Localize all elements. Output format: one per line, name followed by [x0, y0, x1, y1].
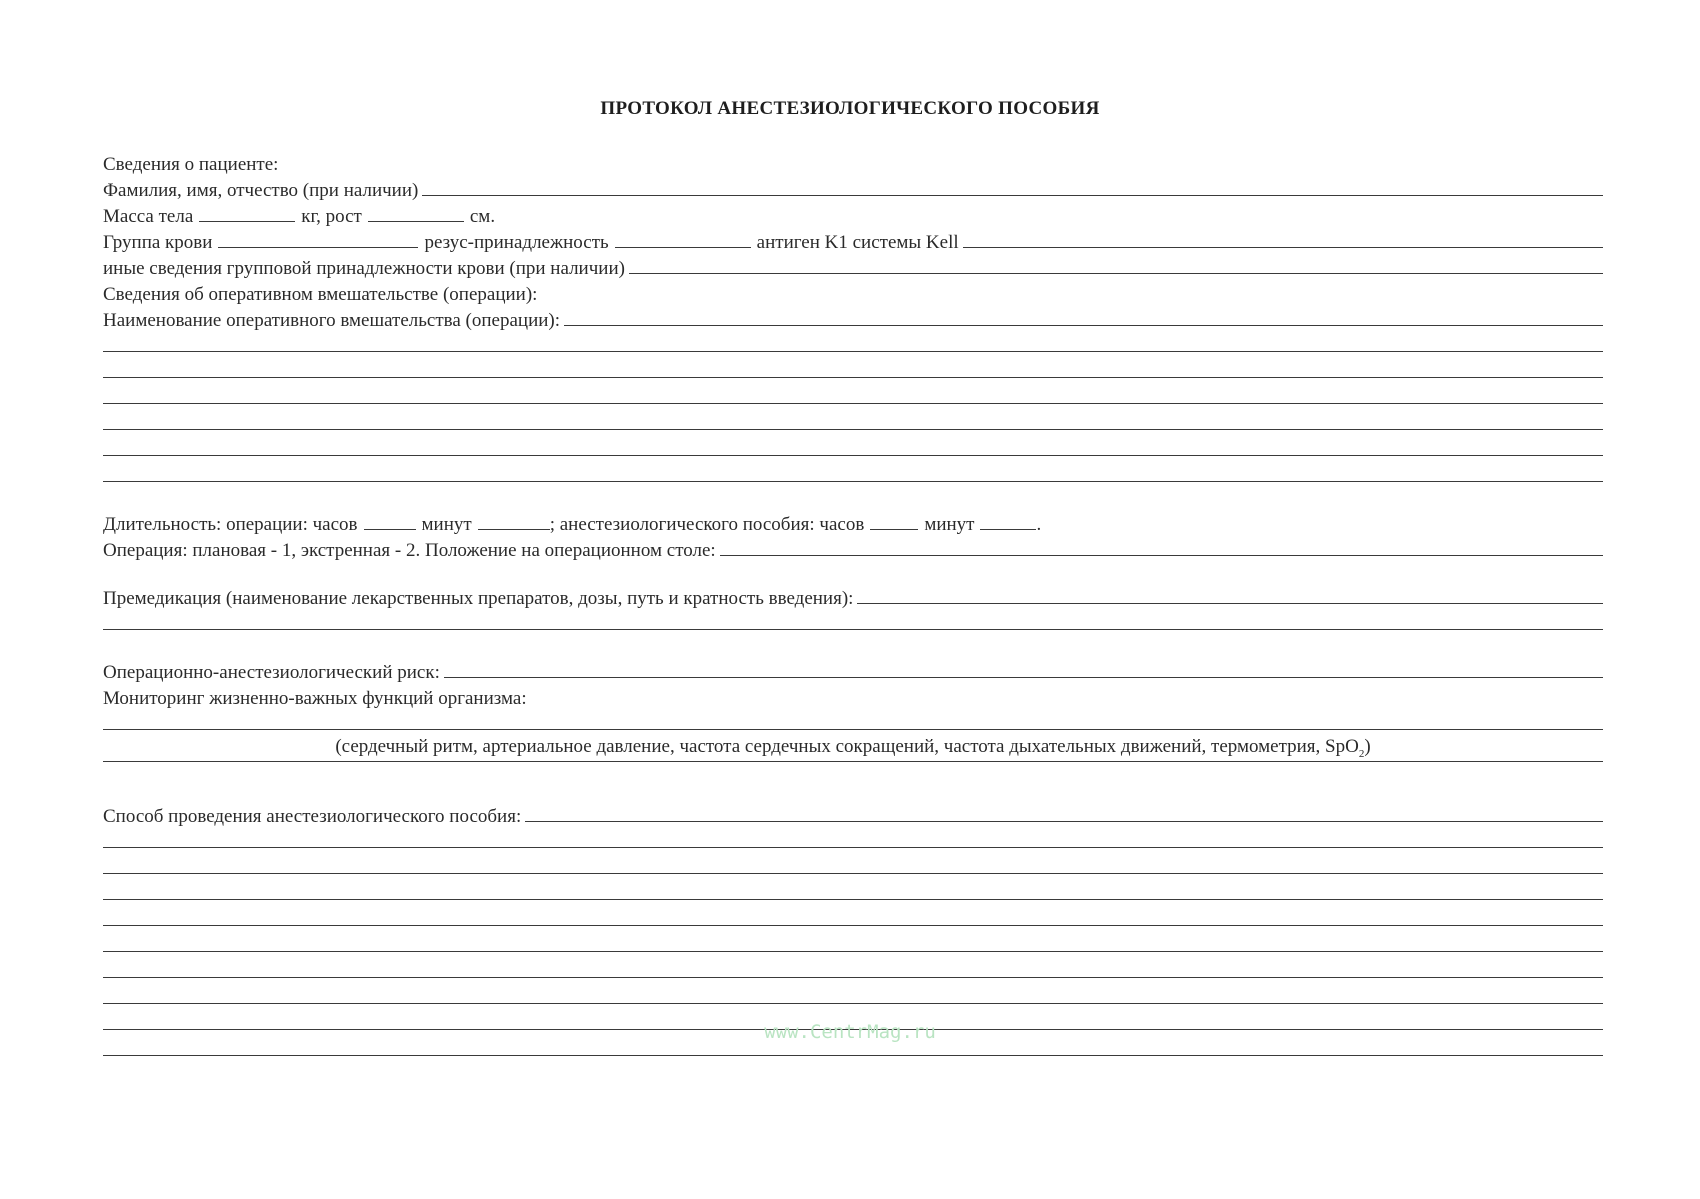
monitoring-note-text: (сердечный ритм, артериальное давление, частота сердечных сокращений, частота дыхательных движений, термометрия, SpO	[335, 736, 1359, 757]
fio-label: Фамилия, имя, отчество (при наличии)	[103, 180, 419, 201]
patient-header-row	[103, 150, 1603, 176]
op-minutes-field[interactable]	[478, 528, 550, 530]
duration-label: Длительность: операции: часов	[103, 514, 358, 535]
operation-line-3[interactable]	[103, 384, 1603, 410]
operation-line-5[interactable]	[103, 436, 1603, 462]
kg-height-label: кг, рост	[301, 206, 362, 227]
monitoring-note-sub: 2	[1358, 747, 1365, 760]
position-field[interactable]	[720, 554, 1603, 556]
fio-row	[103, 176, 1603, 202]
operation-name-field[interactable]	[564, 324, 1603, 326]
duration-end: .	[1036, 514, 1042, 535]
method-row	[103, 802, 1603, 828]
operation-line-6[interactable]	[103, 462, 1603, 488]
method-field[interactable]	[525, 820, 1603, 822]
document-title: ПРОТОКОЛ АНЕСТЕЗИОЛОГИЧЕСКОГО ПОСОБИЯ	[600, 98, 1100, 119]
blood-group-field[interactable]	[218, 246, 418, 248]
duration-row	[103, 510, 1603, 536]
method-line-1[interactable]	[103, 828, 1603, 854]
blood-group-label: Группа крови	[103, 232, 213, 253]
risk-label: Операционно-анестезиологический риск:	[103, 662, 440, 683]
premedication-field[interactable]	[857, 602, 1603, 604]
mass-row	[103, 202, 1603, 228]
operation-name-row	[103, 306, 1603, 332]
height-field[interactable]	[368, 220, 464, 222]
monitoring-label: Мониторинг жизненно-важных функций организма:	[103, 688, 527, 709]
op-minutes-label: минут	[421, 514, 472, 535]
premedication-line-1[interactable]	[103, 610, 1603, 636]
op-type-label: Операция: плановая - 1, экстренная - 2. Положение на операционном столе:	[103, 540, 716, 561]
method-label: Способ проведения анестезиологического пособия:	[103, 806, 522, 827]
fio-field[interactable]	[422, 194, 1603, 196]
method-line-6[interactable]	[103, 958, 1603, 984]
operation-line-4[interactable]	[103, 410, 1603, 436]
watermark: www.CentrMag.ru	[764, 1021, 936, 1043]
anesth-hours-field[interactable]	[870, 528, 918, 530]
operation-header: Сведения об оперативном вмешательстве (операции):	[103, 284, 538, 305]
method-line-2[interactable]	[103, 854, 1603, 880]
anesth-hours-label: ; анестезиологического пособия: часов	[549, 514, 865, 535]
op-type-row	[103, 536, 1603, 562]
other-blood-row	[103, 254, 1603, 280]
monitoring-row	[103, 684, 1603, 710]
risk-field[interactable]	[444, 676, 1603, 678]
other-blood-label: иные сведения групповой принадлежности крови (при наличии)	[103, 258, 625, 279]
operation-line-1[interactable]	[103, 332, 1603, 358]
other-blood-field[interactable]	[629, 272, 1603, 274]
patient-header: Сведения о пациенте:	[103, 154, 279, 175]
operation-header-row	[103, 280, 1603, 306]
rhesus-field[interactable]	[615, 246, 751, 248]
operation-line-2[interactable]	[103, 358, 1603, 384]
risk-row	[103, 658, 1603, 684]
op-hours-field[interactable]	[364, 528, 416, 530]
monitoring-note-end: )	[1364, 736, 1371, 757]
monitoring-note	[103, 736, 1603, 762]
protocol-form	[103, 150, 1603, 1062]
method-line-5[interactable]	[103, 932, 1603, 958]
premedication-label: Премедикация (наименование лекарственных препаратов, дозы, путь и кратность введения):	[103, 588, 854, 609]
anesth-minutes-label: минут	[924, 514, 975, 535]
kell-label: антиген K1 системы Kell	[756, 232, 959, 253]
method-line-3[interactable]	[103, 880, 1603, 906]
rhesus-label: резус-принадлежность	[424, 232, 609, 253]
kell-field[interactable]	[963, 246, 1603, 248]
mass-label: Масса тела	[103, 206, 194, 227]
method-line-4[interactable]	[103, 906, 1603, 932]
operation-name-label: Наименование оперативного вмешательства (операции):	[103, 310, 561, 331]
cm-label: см.	[469, 206, 496, 227]
blood-group-row	[103, 228, 1603, 254]
mass-field[interactable]	[199, 220, 295, 222]
method-line-7[interactable]	[103, 984, 1603, 1010]
monitoring-line-1[interactable]	[103, 710, 1603, 736]
premedication-row	[103, 584, 1603, 610]
anesth-minutes-field[interactable]	[980, 528, 1036, 530]
